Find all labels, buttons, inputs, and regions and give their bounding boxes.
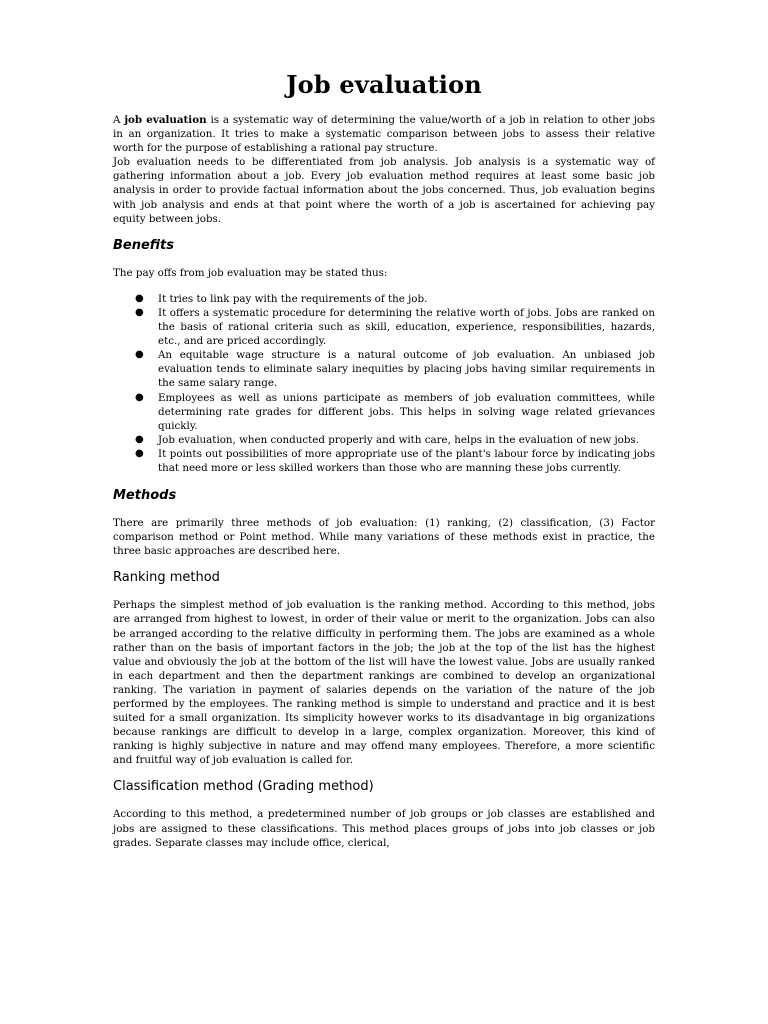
list-item: ● It points out possibilities of more appropriate use of the plant's labour force by indicating jobs that need more or less skilled workers than those who are manning these jobs currently. — [135, 447, 655, 474]
page-title: Job evaluation — [286, 70, 482, 99]
benefits-lead: The pay offs from job evaluation may be stated thus: — [113, 266, 388, 279]
bullet-icon: ● — [135, 306, 144, 318]
list-item: ● It offers a systematic procedure for determining the relative worth of jobs. Jobs are ranked on the basis of rational criteria such as skill, education, experience, responsibilities, hazards, etc., and are priced accordingly. — [135, 306, 655, 348]
intro-paragraph-1 — [113, 113, 655, 155]
bullet-icon: ● — [135, 349, 144, 361]
methods-paragraph: There are primarily three methods of job evaluation: (1) ranking, (2) classification, (3) Factor comparison method or Point method. While many variations of these methods exist in practice, the three basic approaches are described here. — [113, 517, 655, 558]
methods-heading: Methods — [113, 488, 177, 504]
ranking-heading: Ranking method — [113, 570, 220, 586]
intro-bold-term: job evaluation — [124, 114, 207, 126]
classification-paragraph: According to this method, a predetermined number of job groups or job classes are established and jobs are assigned to these classifications. This method places groups of jobs into job classes or job grades. Separate classes may include office, clerical, — [113, 808, 655, 849]
bullet-icon: ● — [135, 447, 144, 459]
bullet-icon: ● — [135, 391, 144, 403]
list-item: ● Job evaluation, when conducted properly and with care, helps in the evaluation of new jobs. — [135, 433, 639, 446]
intro-paragraph-2: Job evaluation needs to be differentiated from job analysis. Job analysis is a systematic way of gathering information about a job. Every job evaluation method requires at least some basic job analysis in order to provide factual information about the jobs concerned. Thus, job evaluation begins with job analysis and ends at that point where the worth of a job is ascertained for achieving pay equity between jobs. — [113, 156, 655, 225]
benefits-heading: Benefits — [113, 237, 174, 253]
bullet-icon: ● — [135, 292, 144, 304]
bullet-icon: ● — [135, 433, 144, 445]
list-item: ● Employees as well as unions participate as members of job evaluation committees, while determining rate grades for different jobs. This helps in solving wage related grievances quickly. — [135, 391, 655, 432]
intro-rest: is a systematic way of determining the value/worth of a job in relation to other jobs in an organization. It tries to make a systematic comparison between jobs to assess their relative worth for the purpose of establishing a rational pay structure. — [113, 114, 655, 155]
ranking-paragraph: Perhaps the simplest method of job evaluation is the ranking method. According to this method, jobs are arranged from highest to lowest, in order of their value or merit to the organization. Jobs can also be arranged according to the relative difficulty in performing them. The jobs are examined as a whole rather than on the basis of important factors in the job; the job at the top of the list has the highest value and obviously the job at the bottom of the list will have the lowest value. Jobs are usually ranked in each department and then the department rankings are combined to develop an organizational ranking. The variation in payment of salaries depends on the variation of the nature of the job performed by the employees. The ranking method is simple to understand and practice and it is best suited for a small organization. Its simplicity however works to its disadvantage in big organizations because rankings are difficult to develop in a large, complex organization. Moreover, this kind of ranking is highly subjective in nature and may offend many employees. Therefore, a more scientific and fruitful way of job evaluation is called for. — [113, 599, 655, 767]
benefits-list — [113, 292, 655, 475]
document-page — [113, 70, 655, 850]
list-item: ● An equitable wage structure is a natural outcome of job evaluation. An unbiased job evaluation tends to eliminate salary inequities by placing jobs having similar requirements in the same salary range. — [135, 349, 655, 390]
classification-heading: Classification method (Grading method) — [113, 779, 374, 795]
intro-prefix: A — [113, 114, 125, 126]
list-item: ● It tries to link pay with the requirements of the job. — [135, 292, 428, 305]
